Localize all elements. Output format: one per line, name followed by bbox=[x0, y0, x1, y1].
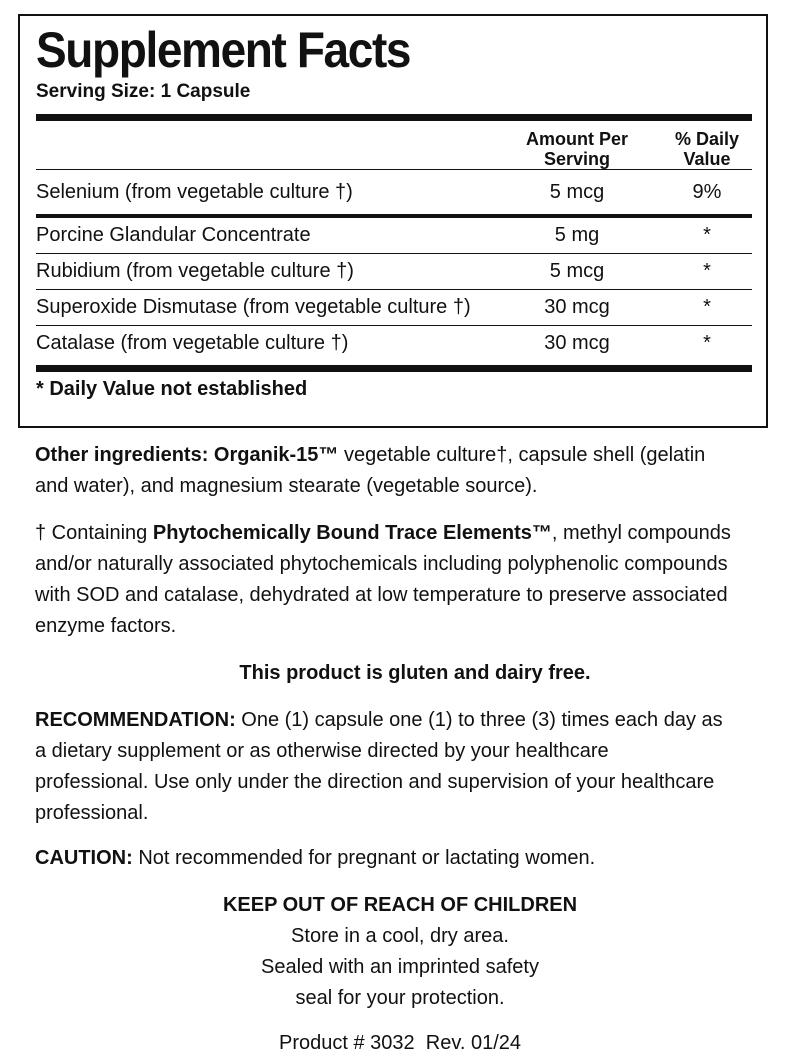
caution-label: CAUTION: bbox=[35, 847, 133, 869]
divider-thick bbox=[36, 114, 752, 121]
row-dv: * bbox=[703, 224, 711, 246]
table-row bbox=[36, 170, 752, 214]
storage-block bbox=[0, 890, 800, 1014]
recommendation-line3: professional. Use only under the direction and supervision of your healthcare bbox=[35, 771, 715, 793]
caution bbox=[35, 843, 785, 874]
storage-line3: seal for your protection. bbox=[295, 987, 505, 1009]
row-dv: * bbox=[703, 332, 711, 354]
table-row bbox=[36, 254, 752, 289]
facts-footnote: * Daily Value not established bbox=[36, 378, 308, 400]
recommendation bbox=[35, 705, 785, 829]
row-amount: 30 mcg bbox=[544, 332, 610, 354]
row-name: Superoxide Dismutase (from vegetable culture †) bbox=[36, 296, 471, 318]
other-ingredients-text1: vegetable culture†, capsule shell (gelatin bbox=[338, 444, 706, 466]
recommendation-line1: One (1) capsule one (1) to three (3) times each day as bbox=[235, 709, 723, 731]
other-ingredients-text2: and water), and magnesium stearate (vegetable source). bbox=[35, 475, 538, 497]
gluten-statement: This product is gluten and dairy free. bbox=[239, 662, 591, 684]
table-row bbox=[36, 326, 752, 361]
row-amount: 5 mcg bbox=[549, 180, 605, 203]
row-dv: * bbox=[703, 260, 711, 282]
recommendation-line2: a dietary supplement or as otherwise directed by your healthcare bbox=[35, 740, 609, 762]
dagger-line4: enzyme factors. bbox=[35, 615, 177, 637]
row-amount: 30 mcg bbox=[544, 296, 610, 318]
storage-line1: Store in a cool, dry area. bbox=[291, 925, 509, 947]
column-amount-header bbox=[492, 129, 662, 169]
row-name: Selenium (from vegetable culture †) bbox=[36, 180, 353, 203]
product-number: Product # 3032 Rev. 01/24 bbox=[278, 1032, 521, 1054]
row-name: Porcine Glandular Concentrate bbox=[36, 224, 311, 246]
row-dv: * bbox=[703, 296, 711, 318]
column-name-spacer bbox=[36, 129, 492, 169]
row-amount: 5 mcg bbox=[549, 260, 605, 282]
row-name: Catalase (from vegetable culture †) bbox=[36, 332, 349, 354]
caution-text: Not recommended for pregnant or lactating women. bbox=[132, 847, 596, 869]
dagger-line1-rest: , methyl compounds bbox=[551, 522, 731, 544]
organik-brand: Organik-15™ bbox=[213, 444, 339, 466]
row-dv: 9% bbox=[692, 180, 722, 203]
recommendation-line4: professional. bbox=[35, 802, 149, 824]
column-header bbox=[36, 121, 752, 169]
storage-line2: Sealed with an imprinted safety bbox=[261, 956, 539, 978]
table-row bbox=[36, 218, 752, 253]
divider-thick bbox=[36, 365, 752, 372]
row-name: Rubidium (from vegetable culture †) bbox=[36, 260, 354, 282]
other-ingredients-label: Other ingredients: bbox=[35, 444, 209, 466]
dagger-prefix: † Containing bbox=[35, 522, 153, 544]
column-amount-line2: Serving bbox=[543, 149, 611, 169]
other-ingredients bbox=[35, 440, 785, 502]
column-amount-line1: Amount Per bbox=[525, 129, 628, 149]
column-dv-header bbox=[662, 129, 752, 169]
table-row bbox=[36, 290, 752, 325]
dagger-note bbox=[35, 518, 785, 642]
column-dv-line2: Value bbox=[683, 149, 731, 169]
keep-out-heading: KEEP OUT OF REACH OF CHILDREN bbox=[222, 894, 578, 916]
row-amount: 5 mg bbox=[554, 224, 600, 246]
recommendation-label: RECOMMENDATION: bbox=[35, 709, 236, 731]
facts-title: Supplement Facts bbox=[36, 22, 411, 78]
dagger-brand: Phytochemically Bound Trace Elements™ bbox=[152, 522, 552, 544]
supplement-facts-panel bbox=[18, 14, 768, 428]
serving-size: Serving Size: 1 Capsule bbox=[36, 81, 251, 102]
column-dv-line1: % Daily bbox=[674, 129, 740, 149]
dagger-line2: and/or naturally associated phytochemicals including polyphenolic compounds bbox=[35, 553, 728, 575]
dagger-line3: with SOD and catalase, dehydrated at low temperature to preserve associated bbox=[35, 584, 728, 606]
